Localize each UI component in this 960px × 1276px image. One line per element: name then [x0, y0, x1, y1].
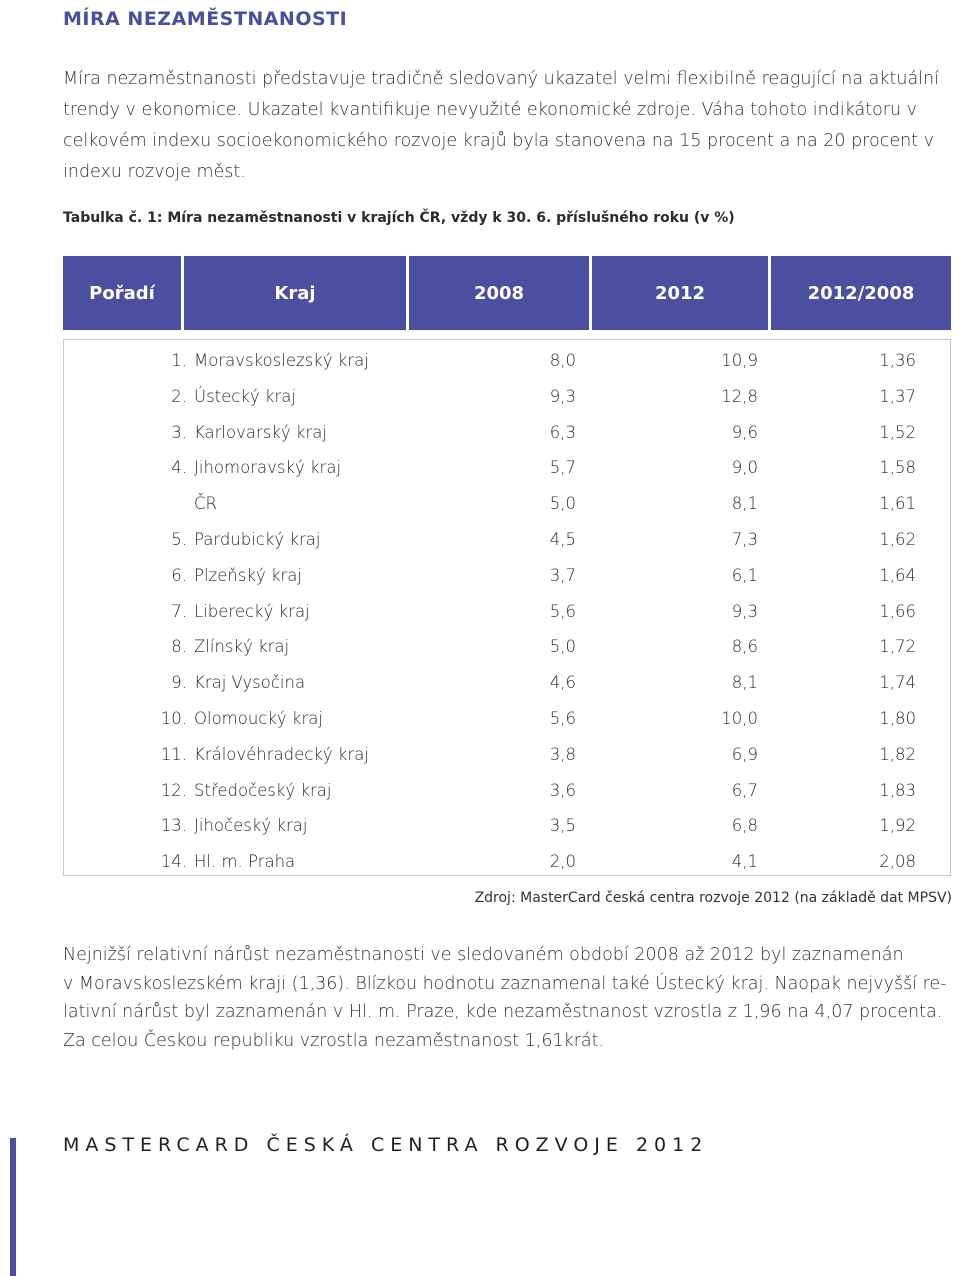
value-2012-cell: 8,1	[731, 673, 758, 693]
ratio-cell: 2,08	[879, 852, 916, 872]
rank-cell: 4.	[171, 458, 187, 478]
rank-cell: 2.	[171, 386, 187, 406]
table-row	[64, 702, 950, 738]
value-2012-cell: 10,0	[721, 709, 758, 728]
table-row	[64, 738, 950, 774]
rank-cell: 5.	[171, 530, 187, 549]
rank-cell: 8.	[171, 637, 187, 657]
value-2008-cell: 5,0	[549, 637, 576, 657]
table-row	[64, 630, 950, 666]
value-2008-cell: 3,7	[549, 565, 576, 585]
value-2008-cell: 5,7	[549, 458, 576, 478]
body-line: Za celou Českou republiku vzrostla nezaměstnanost 1,61krát.	[63, 1030, 605, 1051]
ratio-cell: 1,74	[879, 673, 916, 693]
table-row	[64, 380, 950, 416]
body-line: v Moravskoslezském kraji (1,36). Blízkou hodnotu zaznamenal také Ústecký kraj. Naopak nejvyšší re-	[63, 973, 947, 994]
value-2008-cell: 6,3	[549, 422, 576, 442]
region-cell: Karlovarský kraj	[194, 422, 327, 442]
body-paragraph	[63, 941, 953, 1055]
region-cell: Královéhradecký kraj	[194, 744, 369, 764]
value-2012-cell: 12,8	[721, 386, 758, 406]
source-note: Zdroj: MasterCard česká centra rozvoje 2012 (na základě dat MPSV)	[474, 890, 952, 906]
rank-cell: 9.	[171, 673, 187, 693]
region-cell: Jihočeský kraj	[194, 816, 308, 836]
header-2012: 2012	[592, 256, 768, 330]
table-row	[64, 595, 950, 631]
ratio-cell: 1,64	[879, 565, 916, 585]
table-row	[64, 487, 950, 523]
footer-accent-bar	[10, 1138, 16, 1276]
footer-title: MASTERCARD ČESKÁ CENTRA ROZVOJE 2012	[63, 1134, 709, 1156]
table-row	[64, 416, 950, 452]
region-cell: Středočeský kraj	[194, 780, 332, 800]
ratio-cell: 1,92	[879, 816, 916, 836]
region-cell: Pardubický kraj	[194, 530, 321, 549]
rank-cell: 6.	[171, 565, 187, 585]
table-row	[64, 451, 950, 487]
region-cell: Hl. m. Praha	[194, 852, 296, 872]
table-row	[64, 559, 950, 595]
table-row	[64, 845, 950, 881]
ratio-cell: 1,58	[879, 458, 916, 478]
value-2008-cell: 8,0	[549, 351, 576, 370]
header-region: Kraj	[184, 256, 406, 330]
rank-cell: 1.	[171, 351, 187, 370]
value-2012-cell: 9,3	[731, 601, 758, 621]
region-cell: Olomoucký kraj	[194, 709, 323, 728]
region-cell: Liberecký kraj	[194, 601, 310, 621]
value-2012-cell: 6,1	[731, 565, 758, 585]
section-heading: MÍRA NEZAMĚSTNANOSTI	[63, 8, 348, 30]
rank-cell: 13.	[160, 816, 187, 836]
body-line: Nejnižší relativní nárůst nezaměstnanosti ve sledovaném období 2008 až 2012 byl zaznamenán	[63, 945, 904, 965]
value-2008-cell: 4,5	[549, 530, 576, 549]
region-cell: Plzeňský kraj	[194, 565, 302, 585]
region-cell: Zlínský kraj	[194, 637, 290, 657]
header-rank: Pořadí	[63, 256, 181, 330]
region-cell: Moravskoslezský kraj	[194, 351, 369, 370]
table-row	[64, 809, 950, 845]
ratio-cell: 1,37	[879, 386, 916, 406]
value-2008-cell: 3,5	[549, 816, 576, 836]
ratio-cell: 1,62	[879, 530, 916, 549]
value-2012-cell: 9,0	[731, 458, 758, 478]
ratio-cell: 1,83	[879, 780, 916, 800]
ratio-cell: 1,72	[879, 637, 916, 657]
ratio-cell: 1,80	[879, 709, 916, 728]
table-row	[64, 523, 950, 559]
region-cell: Kraj Vysočina	[194, 673, 306, 693]
ratio-cell: 1,52	[879, 422, 916, 442]
value-2012-cell: 7,3	[731, 530, 758, 549]
ratio-cell: 1,61	[879, 494, 916, 514]
rank-cell: 7.	[171, 601, 187, 621]
region-cell: Jihomoravský kraj	[194, 458, 342, 478]
value-2008-cell: 5,6	[549, 709, 576, 728]
region-cell: Ústecký kraj	[194, 386, 296, 406]
header-ratio: 2012/2008	[771, 256, 951, 330]
value-2008-cell: 3,6	[549, 780, 576, 800]
value-2012-cell: 4,1	[731, 852, 758, 872]
header-2008: 2008	[409, 256, 589, 330]
ratio-cell: 1,82	[879, 744, 916, 764]
value-2012-cell: 6,8	[731, 816, 758, 836]
value-2012-cell: 6,9	[731, 744, 758, 764]
table-caption: Tabulka č. 1: Míra nezaměstnanosti v krajích ČR, vždy k 30. 6. příslušného roku (v %)	[63, 210, 735, 226]
unemployment-table	[63, 339, 951, 876]
value-2008-cell: 3,8	[549, 744, 576, 764]
value-2012-cell: 8,1	[731, 494, 758, 514]
rank-cell: 3.	[171, 422, 187, 442]
region-cell: ČR	[194, 494, 217, 514]
rank-cell: 10.	[160, 709, 187, 728]
table-row	[64, 344, 950, 380]
table-row	[64, 774, 950, 810]
table-header	[63, 256, 951, 332]
value-2008-cell: 9,3	[549, 386, 576, 406]
value-2012-cell: 6,7	[731, 780, 758, 800]
rank-cell: 14.	[160, 852, 187, 872]
value-2008-cell: 5,0	[549, 494, 576, 514]
value-2008-cell: 2,0	[549, 852, 576, 872]
value-2012-cell: 9,6	[731, 422, 758, 442]
ratio-cell: 1,36	[879, 351, 916, 370]
value-2008-cell: 4,6	[549, 673, 576, 693]
value-2012-cell: 8,6	[731, 637, 758, 657]
value-2012-cell: 10,9	[721, 351, 758, 370]
rank-cell: 11.	[160, 744, 187, 764]
ratio-cell: 1,66	[879, 601, 916, 621]
rank-cell: 12.	[160, 780, 187, 800]
value-2008-cell: 5,6	[549, 601, 576, 621]
body-line: lativní nárůst byl zaznamenán v Hl. m. Praze, kde nezaměstnanost vzrostla z 1,96 na 4,07 procenta.	[63, 1002, 943, 1022]
table-row	[64, 666, 950, 702]
intro-paragraph: Míra nezaměstnanosti představuje tradičně sledovaný ukazatel velmi flexibilně reagující na aktuální trendy v ekonomice. Ukazatel kvantifikuje nevyužité ekonomické zdroje. Váha tohoto indikátoru v celkovém indexu socioekonomického rozvoje krajů byla stanovena na 15 procent a na 20 procent v indexu rozvoje měst.	[63, 69, 940, 182]
